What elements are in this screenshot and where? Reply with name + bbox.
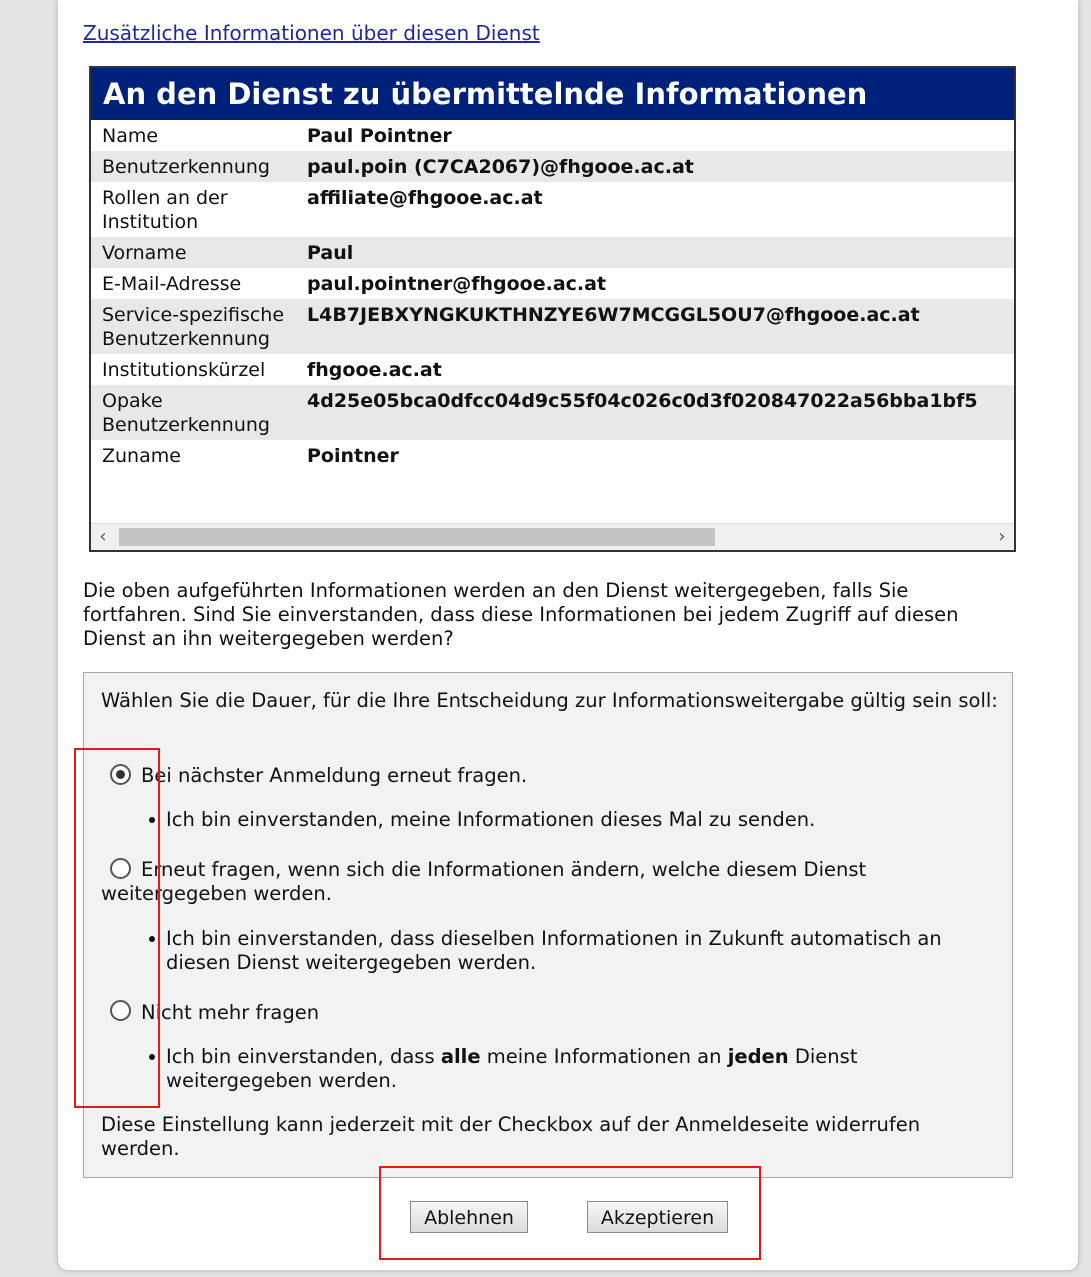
duration-intro: Wählen Sie die Dauer, für die Ihre Entscheidung zur Informationsweitergabe gültig sein soll: <box>101 689 998 712</box>
detail-emphasis: jeden <box>727 1045 789 1068</box>
bullet-icon <box>149 1054 155 1060</box>
option-never-ask-label[interactable]: Nicht mehr fragen <box>141 1001 320 1024</box>
attr-key: Service-spezifische Benutzerkennung <box>91 299 307 354</box>
attr-key: Name <box>102 125 159 147</box>
attr-key: Opake Benutzerkennung <box>91 385 307 440</box>
table-row <box>91 385 1014 440</box>
horizontal-scrollbar[interactable] <box>91 523 1014 550</box>
bullet-icon <box>149 936 155 942</box>
option-never-ask-detail <box>166 1045 926 1093</box>
attributes-title: An den Dienst zu übermittelnde Informationen <box>91 68 1014 120</box>
table-row <box>91 440 1014 471</box>
attr-value: Paul Pointner <box>307 125 452 147</box>
attr-key: Rollen an der Institution <box>102 187 228 233</box>
table-row <box>91 237 1014 268</box>
detail-emphasis: alle <box>440 1045 481 1068</box>
option-ask-next-login-detail: Ich bin einverstanden, meine Informationen dieses Mal zu senden. <box>166 808 816 831</box>
scrollbar-thumb[interactable] <box>119 528 715 546</box>
revoke-note: Diese Einstellung kann jederzeit mit der Checkbox auf der Anmeldeseite widerrufen werden. <box>101 1113 921 1160</box>
attr-value: L4B7JEBXYNGKUKTHNZYE6W7MCGGL5OU7@fhgooe.ac.at <box>307 299 1014 354</box>
attr-key: Institutionskürzel <box>102 359 266 381</box>
consent-question: Die oben aufgeführten Informationen werden an den Dienst weitergegeben, falls Sie fortfahren. Sind Sie einverstanden, dass diese Informationen bei jedem Zugriff auf diesen Dienst an ihn weitergegeben werden? <box>83 579 959 650</box>
attr-key: Zuname <box>102 445 181 467</box>
radio-ask-next-login[interactable] <box>110 764 131 785</box>
option-ask-next-login-label[interactable]: Bei nächster Anmeldung erneut fragen. <box>141 764 528 787</box>
additional-info-link[interactable]: Zusätzliche Informationen über diesen Dienst <box>83 21 540 45</box>
attr-value: paul.poin (C7CA2067)@fhgooe.ac.at <box>307 151 1014 182</box>
detail-text: meine Informationen an <box>480 1045 728 1068</box>
attr-value: Pointner <box>307 445 399 467</box>
reject-button[interactable]: Ablehnen <box>410 1201 528 1233</box>
accept-button[interactable]: Akzeptieren <box>587 1201 728 1233</box>
attr-value: paul.pointner@fhgooe.ac.at <box>307 273 607 295</box>
bullet-icon <box>149 817 155 823</box>
scroll-left-icon[interactable]: ‹ <box>99 526 107 547</box>
table-row <box>91 151 1014 182</box>
option-ask-on-change-label[interactable]: Erneut fragen, wenn sich die Informationen ändern, welche diesem Dienst weitergegeben werden. <box>101 858 867 905</box>
table-row <box>91 182 1014 237</box>
attr-key: Vorname <box>91 237 307 268</box>
table-row <box>91 268 1014 299</box>
attributes-panel <box>89 66 1016 552</box>
radio-never-ask[interactable] <box>110 1000 131 1021</box>
attr-value: Paul <box>307 237 1014 268</box>
table-row <box>91 120 1014 151</box>
attr-value: affiliate@fhgooe.ac.at <box>307 187 543 209</box>
option-ask-on-change-detail: Ich bin einverstanden, dass dieselben Informationen in Zukunft automatisch an diesen Dienst weitergegeben werden. <box>166 927 942 974</box>
table-row <box>91 299 1014 354</box>
table-row <box>91 354 1014 385</box>
attr-value: fhgooe.ac.at <box>307 359 442 381</box>
attr-value: 4d25e05bca0dfcc04d9c55f04c026c0d3f020847022a56bba1bf5 <box>307 385 1014 440</box>
duration-fieldset <box>83 672 1013 1178</box>
scroll-right-icon[interactable]: › <box>998 526 1006 547</box>
detail-text: Dienst weitergegeben werden. <box>166 1045 858 1092</box>
attr-key: Benutzerkennung <box>91 151 307 182</box>
attributes-table <box>91 120 1014 471</box>
attr-key: E-Mail-Adresse <box>102 273 242 295</box>
detail-text: Ich bin einverstanden, dass <box>166 1045 441 1068</box>
